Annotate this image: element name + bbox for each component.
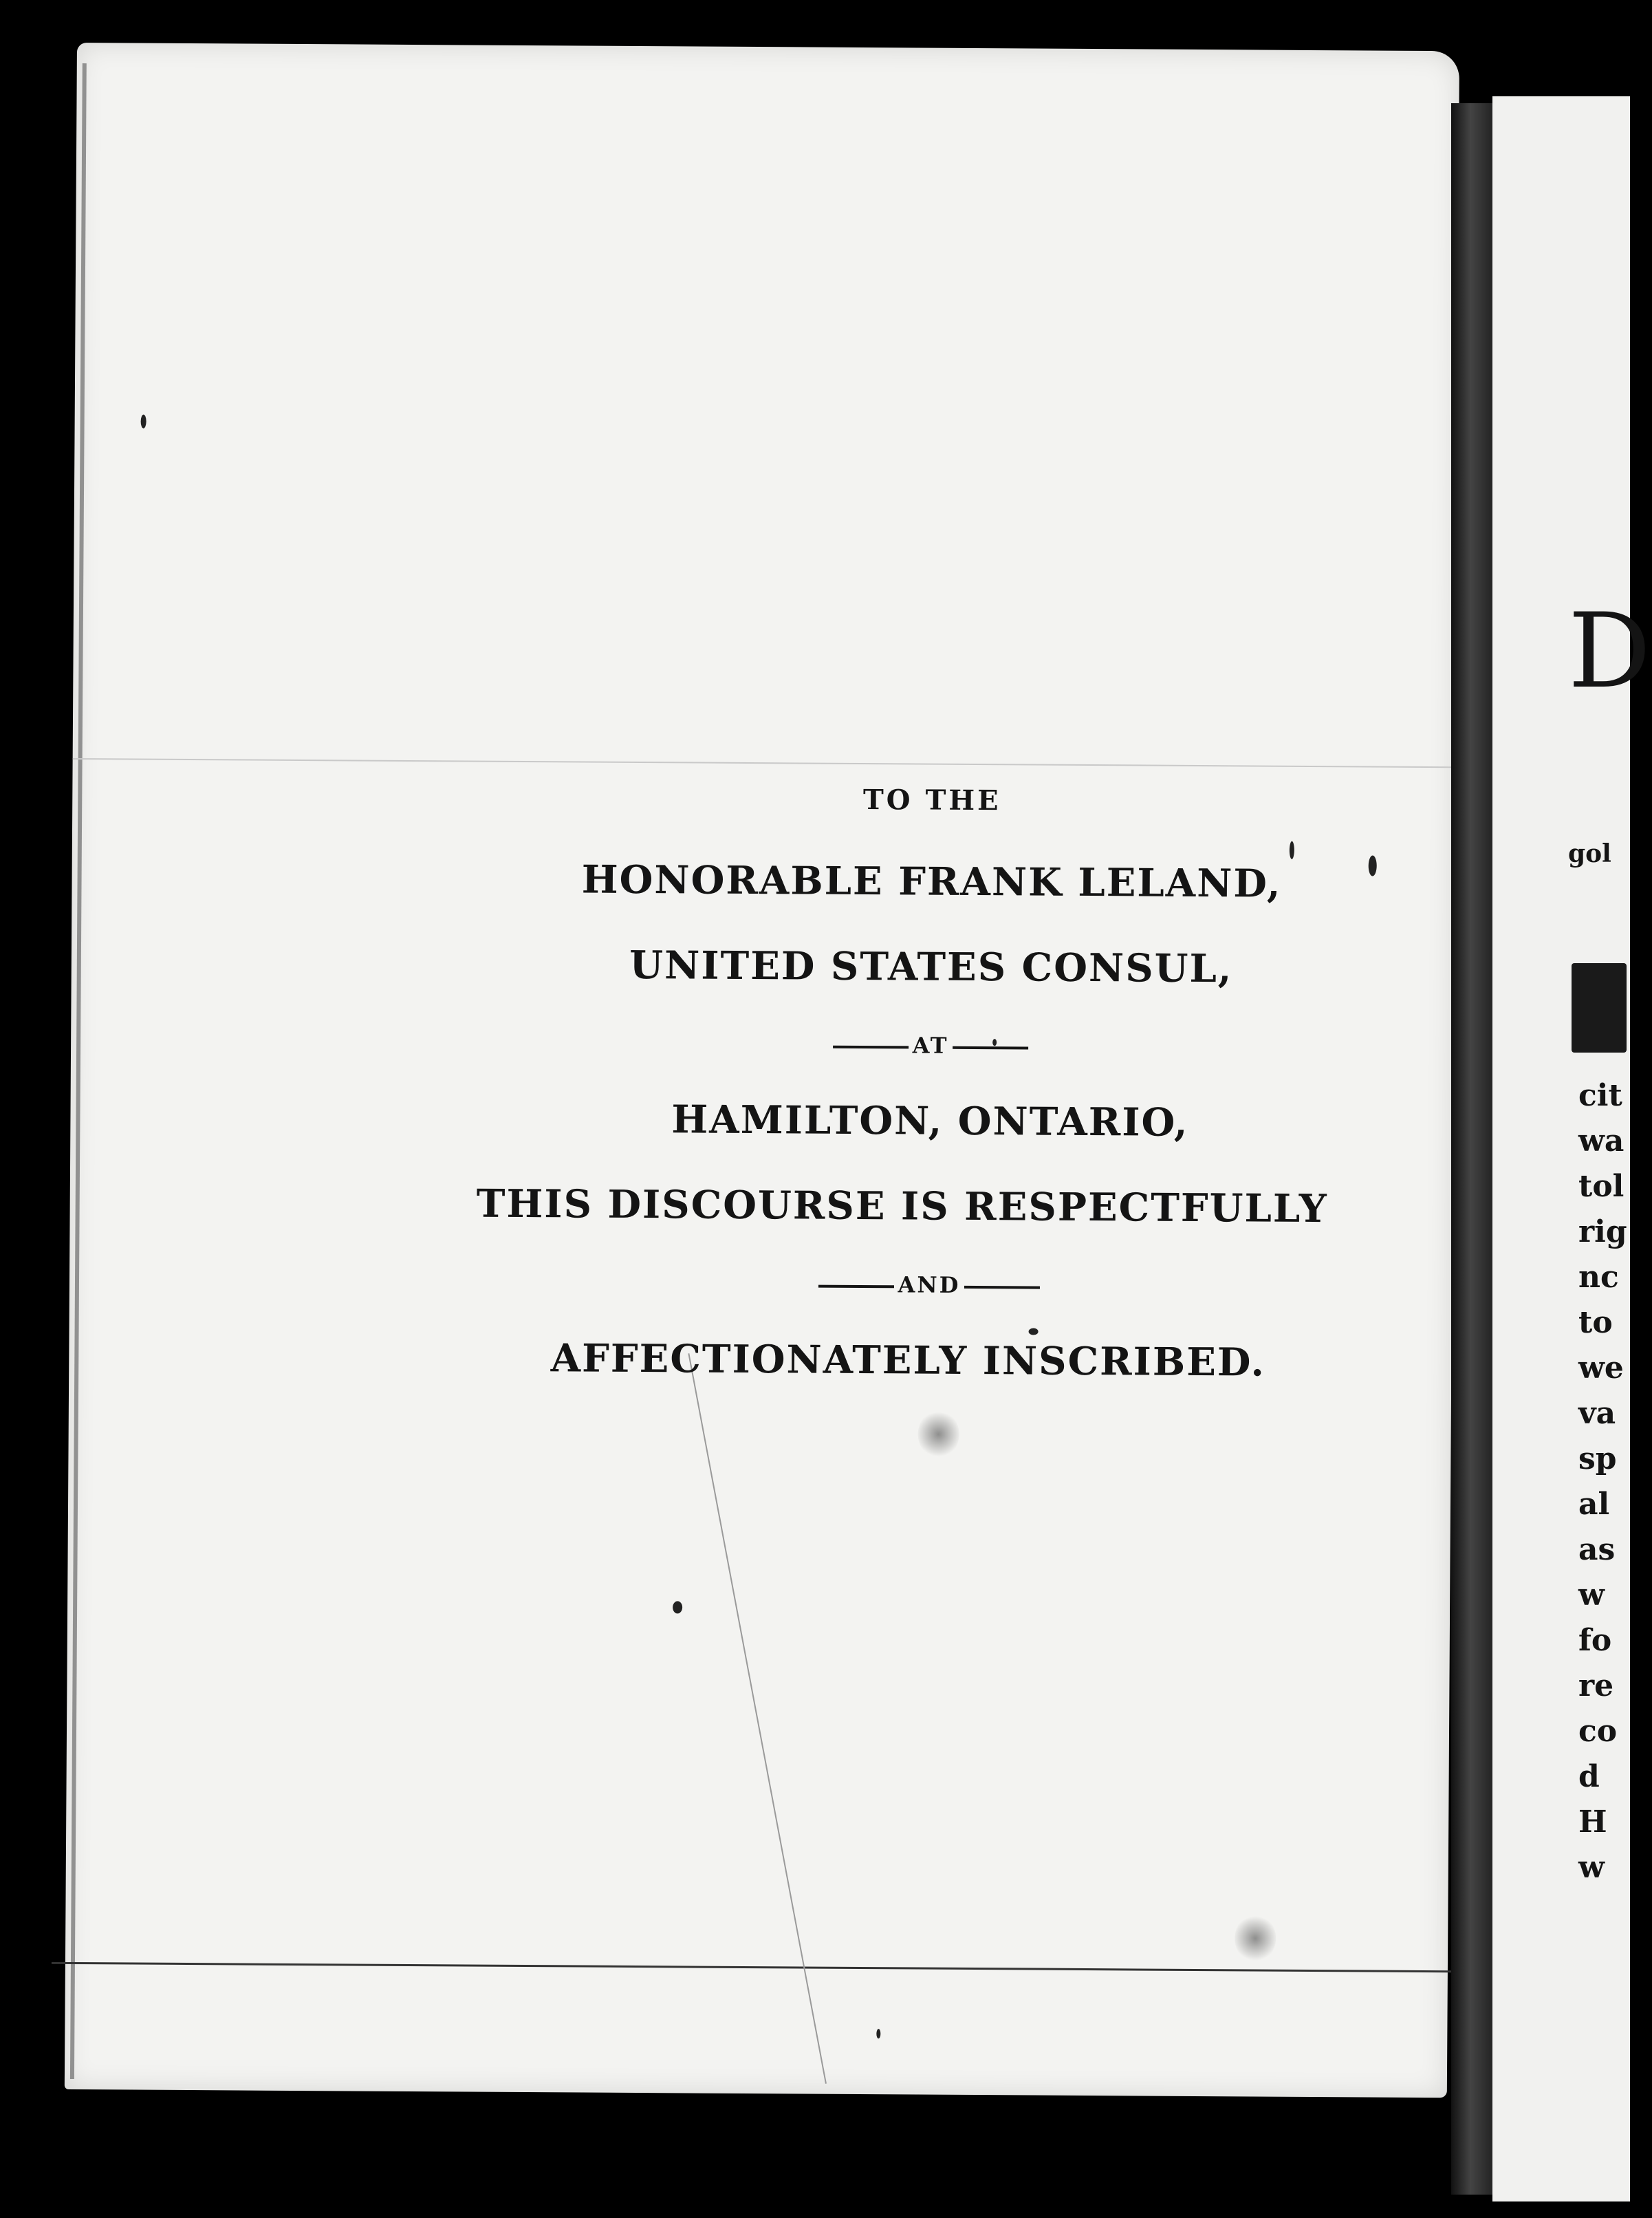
line-fragment: re: [1578, 1668, 1614, 1703]
separator-rule: [818, 1284, 894, 1288]
dedication-to-the: TO THE: [862, 784, 1001, 817]
separator-rule: [953, 1046, 1029, 1049]
line-fragment: cit: [1578, 1078, 1622, 1113]
separator-rule: [833, 1045, 909, 1048]
dedication-line: THIS DISCOURSE IS RESPECTFULLY: [476, 1181, 1328, 1232]
line-fragment: we: [1578, 1350, 1624, 1386]
dedication-title: UNITED STATES CONSUL,: [629, 942, 1233, 992]
ink-speck: [876, 2029, 880, 2038]
facing-page-small-text: gol: [1568, 839, 1611, 868]
line-fragment: wa: [1578, 1123, 1624, 1159]
smudge: [917, 1410, 959, 1458]
ink-speck: [141, 415, 146, 429]
scan-artifact-line: [73, 758, 1455, 768]
facing-page-large-letter: D: [1568, 592, 1652, 711]
line-fragment: nc: [1578, 1260, 1619, 1295]
line-fragment: w: [1578, 1850, 1605, 1885]
dedication-closing: AFFECTIONATELY INSCRIBED.: [550, 1335, 1266, 1386]
page-edge-shadow: [70, 63, 87, 2079]
line-fragment: as: [1578, 1532, 1616, 1567]
paper-crease: [688, 1353, 827, 2084]
separator-at-word: AT: [912, 1032, 949, 1059]
line-fragment: rig: [1578, 1214, 1627, 1249]
line-fragment: va: [1578, 1396, 1616, 1431]
separator-and: [482, 1269, 1376, 1301]
facing-page-line-fragments: [1578, 1073, 1627, 1891]
dedication-place: HAMILTON, ONTARIO,: [671, 1097, 1189, 1145]
separator-at: [483, 1030, 1378, 1062]
dedication-block: [476, 782, 1379, 1386]
ink-speck: [673, 1601, 682, 1613]
smudge: [1235, 1914, 1276, 1962]
line-fragment: al: [1578, 1487, 1610, 1522]
separator-and-word: AND: [898, 1271, 961, 1298]
ornamental-drop-cap: [1572, 963, 1627, 1053]
scan-artifact-line-bottom: [52, 1962, 1475, 1973]
line-fragment: d: [1578, 1759, 1600, 1794]
line-fragment: w: [1578, 1578, 1605, 1613]
line-fragment: tol: [1578, 1169, 1624, 1204]
dedication-page: [65, 43, 1459, 2098]
line-fragment: H: [1578, 1805, 1607, 1840]
line-fragment: to: [1578, 1305, 1613, 1340]
separator-rule: [964, 1285, 1040, 1289]
dedication-name: HONORABLE FRANK LELAND,: [581, 857, 1282, 907]
line-fragment: fo: [1578, 1623, 1612, 1658]
line-fragment: co: [1578, 1714, 1618, 1749]
line-fragment: sp: [1578, 1441, 1617, 1476]
